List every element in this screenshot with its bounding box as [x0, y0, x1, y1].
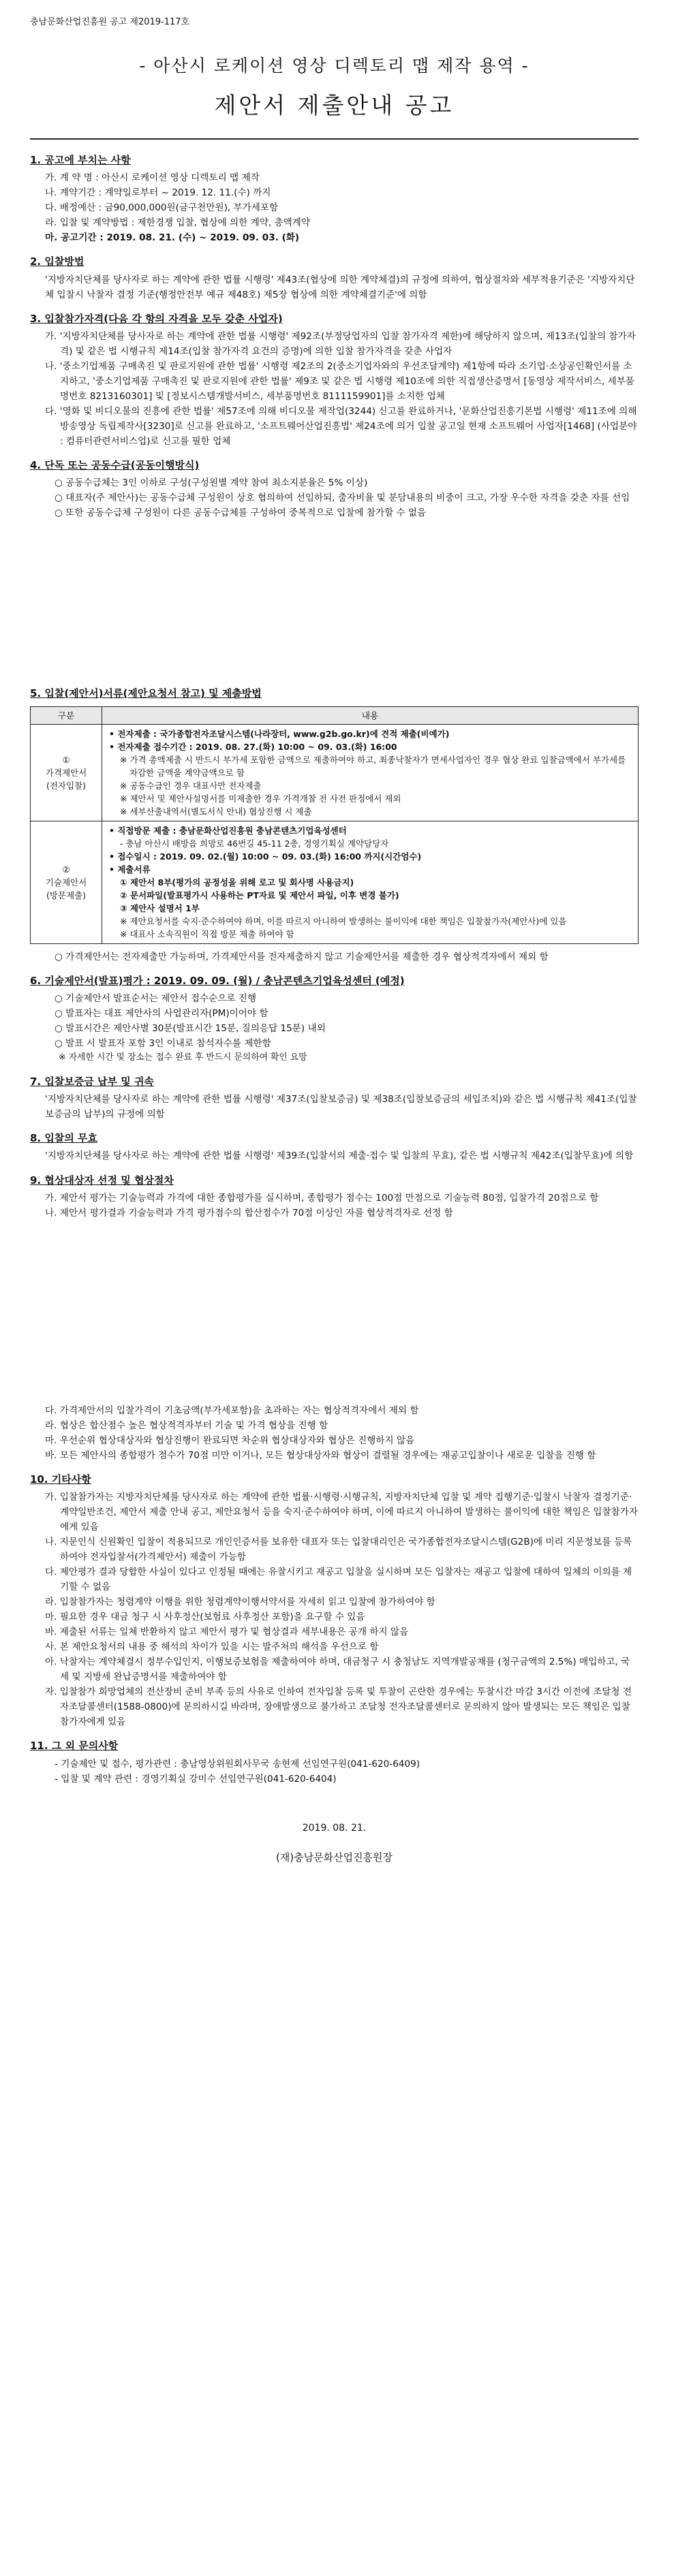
announcement-date: 2019. 08. 21. — [302, 1822, 367, 1834]
section-3-item: 가. '지방자치단체를 당사자로 하는 계약에 관한 법률 시행령' 제92조(부정당업자의 입찰 참가자격 제한)에 해당하지 않으며, 제13조(입찰의 참가자격) 및 같은 법 시행규칙 제14조(입찰 참가자격 요건의 증명)에 의한 입찰 참가자격을 갖춘 사업자 — [45, 331, 636, 358]
column-header-content: 내용 — [102, 706, 639, 724]
section-9-item: 라. 협상은 합산점수 높은 협상적격자부터 기술 및 가격 협상을 진행 함 — [45, 1419, 328, 1431]
section-11 — [30, 1738, 639, 1786]
row-content — [102, 821, 639, 943]
section-9-item: 다. 가격제안서의 입찰가격이 기초금액(부가세포함)을 초과하는 자는 협상적격자에서 제외 함 — [45, 1404, 419, 1416]
section-11-heading: 11. 그 외 문의사항 — [30, 1740, 119, 1753]
section-10-item: 바. 제출된 서류는 일체 반환하지 않고 제안서 평가 및 협상결과 세부내용은 공개 하지 않음 — [45, 1627, 409, 1638]
section-9-item: 마. 우선순위 협상대상자와 협상진행이 완료되면 차순위 협상대상자와 협상은 진행하지 않음 — [45, 1434, 415, 1446]
table-line: ① 제안서 8부(평가의 공정성을 위해 로고 및 회사명 사용금지) — [120, 877, 354, 888]
row-label: ② 기술제안서 (방문제출) — [31, 821, 102, 943]
section-10-item: 가. 입찰참가자는 지방자치단체를 당사자로 하는 계약에 관한 법률·시행령·시행규칙, 지방자치단체 입찰 및 계약 집행기준·입찰시 낙찰자 결정기준·계약일반조건, 제안서 제출 안내 공고, 제안요청서 등을 숙지·준수하여야 하며, 이에 따르지 아니하여 발생하는 불이익에 대한 책임은 입찰참가자에게 있음 — [45, 1492, 639, 1533]
section-5-heading: 5. 입찰(제안서)서류(제안요청서 참고) 및 제출방법 — [30, 687, 262, 700]
section-10-item: 사. 본 제안요청서의 내용 중 해석의 차이가 있을 시는 발주처의 해석을 우선으로 함 — [45, 1642, 379, 1653]
section-3 — [30, 311, 639, 449]
section-6-item: ○ 기술제안서 발표순서는 제안서 접수순으로 진행 — [55, 993, 257, 1005]
section-9-item: 바. 모든 제안사의 종합평가 점수가 70점 미만 이거나, 모든 협상대상자와 협상이 결렬될 경우에는 재공고입찰이나 새로운 입찰을 진행 함 — [45, 1449, 596, 1461]
section-7-heading: 7. 입찰보증금 납부 및 귀속 — [30, 1075, 154, 1088]
contact-item: - 입찰 및 계약 관련 : 경영기획실 강미수 선임연구원(041-620-6404) — [55, 1773, 337, 1785]
table-line: ※ 제안요청서를 숙지·준수하여야 하며, 이를 따르지 아니하여 발생하는 불이익에 대한 책임은 입찰참가자(제안사)에 있음 — [120, 915, 567, 926]
table-line: ※ 제안서 및 제안사설명서를 미제출한 경우 가격개찰 전 사전 판정에서 제외 — [120, 793, 401, 804]
row-content — [102, 724, 639, 821]
section-6-item: ○ 발표자는 대표 제안사의 사업관리자(PM)이어야 함 — [55, 1008, 268, 1020]
submission-table — [30, 706, 639, 944]
row-label: ① 가격제안서 (전자입찰) — [31, 724, 102, 821]
section-2-body: '지방자치단체를 당사자로 하는 계약에 관한 법률 시행령' 제43조(협상에 의한 계약체결)의 규정에 의하여, 협상절차와 세부적용기준은 '지방자치단체 입찰시 낙찰자 결정 기준(행정안전부 예규 제48호) 제5장 협상에 의한 계약체결기준'에 의함 — [45, 274, 635, 300]
section-3-item: 나. '중소기업제품 구매촉진 및 판로지원에 관한 법률' 시행령 제2조의 2(중소기업자와의 우선조달계약) 제1항에 따라 소기업·소상공인확인서를 소지하고, '중소기업제품 구매촉진 및 판로지원에 관한 법률' 제9조 및 같은 법 시행령 제10조에 의한 직접생산증명서 [동영상 제작서비스, 세부품명번호 8213160301] 및 [정보시스템개발서비스, 세부품명번호 8111159901]를 소지한 업체 — [45, 361, 635, 403]
table-line: • 전자제출 : 국가종합전자조달시스템(나라장터, www.g2b.go.kr)에 견적 제출(비예가) — [109, 728, 450, 739]
section-10-heading: 10. 기타사항 — [30, 1473, 91, 1486]
announcement-title: 제안서 제출안내 공고 — [214, 91, 455, 119]
section-3-item: 다. '영화 및 비디오물의 진흥에 관한 법률' 제57조에 의해 비디오물 제작업(3244) 신고를 완료하거나, '문화산업진흥기본법 시행령' 제11조에 의해 방송영상 독립제작사[3230]로 신고를 완료하고, '소프트웨어산업진흥법' 제24조에 의거 입찰 공고일 현재 소프트웨어 사업자[1468] (사업분야 : 컴퓨터관련서비스업)로 신고를 필한 업체 — [45, 406, 637, 447]
section-10-item: 나. 지문인식 신원확인 입찰이 적용되므로 개인인증서를 보유한 대표자 또는 입찰대리인은 국가종합전자조달시스템(G2B)에 미리 지문정보를 등록하여야 전자입찰서(가격제안서) 제출이 가능함 — [45, 1537, 632, 1563]
section-8 — [30, 1130, 639, 1163]
section-4-heading: 4. 단독 또는 공동수급(공동이행방식) — [30, 459, 200, 472]
table-row — [31, 821, 639, 943]
section-1-item: 다. 배정예산 : 금90,000,000원(금구천만원), 부가세포함 — [45, 202, 279, 214]
table-line: • 직접방문 제출 : 충남문화산업진흥원 충남콘텐츠기업육성센터 — [109, 825, 347, 836]
section-9-item: 가. 제안서 평가는 기술능력과 가격에 대한 종합평가를 실시하며, 종합평가 점수는 100점 만점으로 기술능력 80점, 입찰가격 20점으로 함 — [45, 1192, 599, 1204]
section-8-body: '지방자치단체를 당사자로 하는 계약에 관한 법률 시행령' 제39조(입찰서의 제출·접수 및 입찰의 무효), 같은 법 시행규칙 제42조(입찰무효)에 의함 — [45, 1150, 634, 1162]
section-5 — [30, 685, 639, 964]
column-header-type: 구분 — [31, 706, 102, 724]
section-4-item: ○ 공동수급체는 3인 이하로 구성(구성원별 계약 참여 최소지분율은 5% 이상) — [55, 477, 368, 489]
section-6-note: ※ 자세한 시간 및 장소는 접수 완료 후 반드시 문의하여 확인 요망 — [59, 1052, 307, 1063]
section-1 — [30, 152, 639, 245]
section-5-footnote: ○ 가격제안서는 전자제출만 가능하며, 가격제안서를 전자제출하지 않고 기술제안서를 제출한 경우 협상적격자에서 제외 함 — [55, 951, 549, 962]
table-line: ※ 세부산출내역서(별도서식 안내) 협상진행 시 제출 — [120, 806, 312, 817]
section-2 — [30, 253, 639, 302]
section-10-item: 아. 낙찰자는 계약체결시 정부수입인지, 이행보증보험을 제출하여야 하며, 대금청구 시 충청남도 지역개발공채를 (청구금액의 2.5%) 매입하고, 국세 및 지방세 완납증명서를 제출하여야 함 — [45, 1656, 630, 1683]
section-1-item: 마. 공고기간 : 2019. 08. 21. (수) ~ 2019. 09. 03. (화) — [45, 232, 300, 244]
table-line: • 전자제출 접수기간 : 2019. 08. 27.(화) 10:00 ~ 09. 03.(화) 16:00 — [109, 741, 397, 752]
table-line: ※ 공동수급인 경우 대표사만 전자제출 — [120, 780, 262, 791]
section-10 — [30, 1471, 639, 1730]
section-1-item: 라. 입찰 및 계약방법 : 제한경쟁 입찰, 협상에 의한 계약, 총액계약 — [45, 217, 311, 229]
section-9 — [30, 1172, 639, 1463]
section-10-item: 자. 입찰참가 희망업체의 전산장비 준비 부족 등의 사유로 인하여 전자입찰 등록 및 투찰이 곤란한 경우에는 투찰시간 마감 3시간 이전에 조달청 전자조달콜센터(1588-0800)에 문의하시길 바라며, 장애발생으로 불가하고 조달청 전자조달콜센터로 문의하지 않아 발생되는 모든 책임은 입찰참가자에게 있음 — [45, 1686, 632, 1728]
section-10-item: 다. 제안평가 결과 당합한 사실이 있다고 인정될 때에는 유찰시키고 재공고 입찰을 실시하며 모든 입찰자는 재공고 입찰에 대하여 일체의 이의를 제기할 수 없음 — [45, 1567, 632, 1593]
section-10-item: 마. 필요한 경우 대금 청구 시 사후정산(보험료 사후정산 포함)을 요구할 수 있음 — [45, 1612, 365, 1623]
section-8-heading: 8. 입찰의 무효 — [30, 1132, 98, 1145]
section-2-heading: 2. 입찰방법 — [30, 255, 84, 268]
section-7-body: '지방자치단체를 당사자로 하는 계약에 관한 법률 시행령' 제37조(입찰보증금) 및 제38조(입찰보증금의 세입조치)와 같은 법 시행규칙 제41조(입찰보증금의 납부)의 규정에 의함 — [45, 1094, 637, 1120]
section-9-item: 나. 제안서 평가결과 기술능력과 가격 평가점수의 합산점수가 70점 이상인 자를 협상적격자로 선정 함 — [45, 1207, 453, 1219]
table-line: ※ 대표사 소속직원이 직접 방문 제출 하여야 함 — [120, 928, 294, 939]
section-1-item: 가. 계 약 명 : 아산시 로케이션 영상 디렉토리 맵 제작 — [45, 172, 260, 184]
title-divider — [30, 138, 639, 140]
table-line: ② 문서파일(발표평가시 사용하는 PT자료 및 제안서 파일, 이후 변경 불가) — [120, 890, 399, 900]
section-9-heading: 9. 협상대상자 선정 및 협상절차 — [30, 1174, 174, 1187]
table-row — [31, 724, 639, 821]
section-6 — [30, 973, 639, 1065]
section-4-item: ○ 대표자(주 제안사)는 공동수급체 구성원이 상호 협의하여 선임하되, 출자비율 및 분담내용의 비중이 크고, 가장 우수한 자격을 갖춘 자를 선임 — [55, 492, 630, 504]
section-3-heading: 3. 입찰참가자격(다음 각 항의 자격을 모두 갖춘 사업자) — [30, 312, 283, 325]
section-6-item: ○ 발표 시 발표자 포함 3인 이내로 참석자수를 제한함 — [55, 1038, 271, 1050]
section-1-heading: 1. 공고에 부치는 사항 — [30, 154, 131, 166]
issuer-name: (재)충남문화산업진흥원장 — [275, 1851, 393, 1864]
blank-space — [30, 529, 639, 685]
table-line: - 충남 아산시 배방읍 희망로 46번길 45-11 2층, 경영기획실 계약담당자 — [120, 838, 389, 849]
table-line: ③ 제안사 설명서 1부 — [120, 902, 200, 913]
section-6-heading: 6. 기술제안서(발표)평가 : 2019. 09. 09. (월) / 충남콘텐츠기업육성센터 (예정) — [30, 974, 405, 987]
table-line: • 접수일시 : 2019. 09. 02.(월) 10:00 ~ 09. 03.(화) 16:00 까지(시간엄수) — [109, 851, 422, 862]
table-line: • 제출서류 — [109, 864, 151, 875]
document-number: 충남문화산업진흥원 공고 제2019-117호 — [30, 17, 190, 27]
project-title: - 아산시 로케이션 영상 디렉토리 맵 제작 용역 - — [139, 56, 529, 76]
section-1-item: 나. 계약기간 : 계약일로부터 ~ 2019. 12. 11.(수) 까지 — [45, 187, 271, 199]
table-line: ※ 가격 총액제출 시 반드시 부가세 포함한 금액으로 제출하여야 하고, 최종낙찰자가 면세사업자인 경우 협상 완료 입찰금액에서 부가세를 차감한 금액을 계약금액으로 함 — [120, 754, 626, 778]
section-4-item: ○ 또한 공동수급체 구성원이 다른 공동수급체를 구성하여 중복적으로 입찰에 참가할 수 없음 — [55, 507, 427, 519]
section-4 — [30, 457, 639, 520]
contact-item: - 기술제안 및 접수, 평가관련 : 충남영상위원회사무국 송현제 선임연구원(041-620-6409) — [55, 1758, 420, 1770]
section-10-item: 라. 입찰참가자는 청렴계약 이행을 위한 청렴계약이행서약서를 자세히 읽고 입찰에 참가하여야 함 — [45, 1597, 435, 1608]
section-7 — [30, 1073, 639, 1122]
blank-space — [30, 1221, 639, 1403]
section-6-item: ○ 발표시간은 제안사별 30분(발표시간 15분, 질의응답 15분) 내외 — [55, 1023, 326, 1035]
